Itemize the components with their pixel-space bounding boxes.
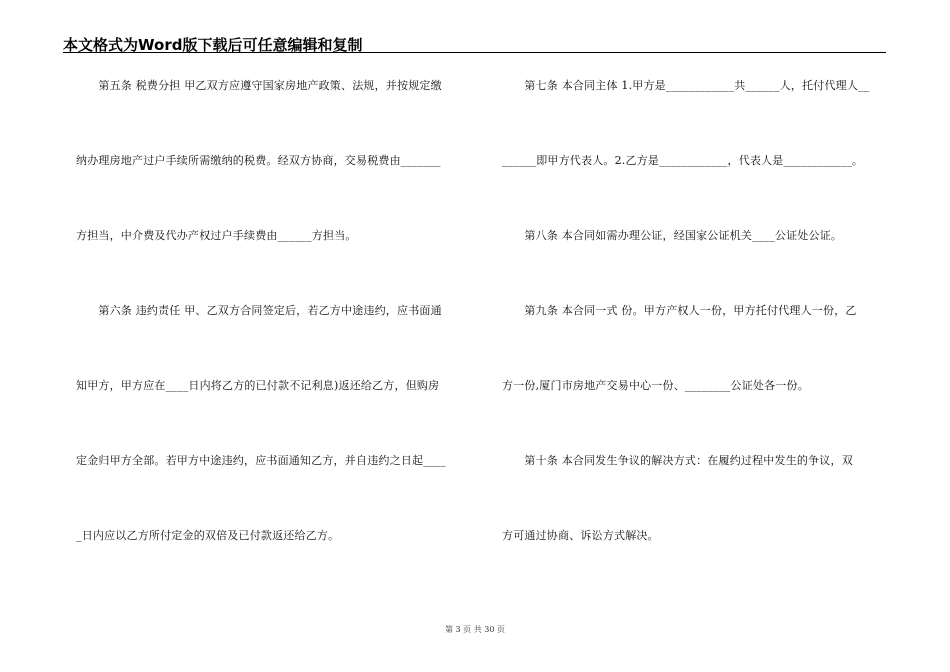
- text-line: 方担当，中介费及代办产权过户手续费由______方担当。: [76, 229, 357, 242]
- page-number-footer: 第 3 页 共 30 页: [445, 625, 505, 634]
- text-line: 第八条 本合同如需办理公证，经国家公证机关____公证处公证。: [502, 229, 843, 242]
- text-line: ______即甲方代表人。2.乙方是____________，代表人是____________。: [502, 154, 864, 167]
- text-line: _日内应以乙方所付定金的双倍及已付款返还给乙方。: [76, 529, 340, 542]
- text-line: 第十条 本合同发生争议的解决方式：在履约过程中发生的争议，双: [502, 454, 853, 467]
- text-line: 第九条 本合同一式 份。甲方产权人一份，甲方托付代理人一份，乙: [502, 304, 857, 317]
- text-line: 知甲方，甲方应在____日内将乙方的已付款不记利息)返还给乙方，但购房: [76, 379, 440, 392]
- text-line: 纳办理房地产过户手续所需缴纳的税费。经双方协商，交易税费由_______: [76, 154, 441, 167]
- header-divider: [63, 52, 886, 53]
- text-line: 第五条 税费分担 甲乙双方应遵守国家房地产政策、法规，并按规定缴: [76, 79, 442, 92]
- text-line: 第六条 违约责任 甲、乙双方合同签定后，若乙方中途违约，应书面通: [76, 304, 442, 317]
- text-line: 定金归甲方全部。若甲方中途违约，应书面通知乙方，并自违约之日起____: [76, 454, 446, 467]
- text-line: 方可通过协商、诉讼方式解决。: [502, 529, 659, 542]
- text-line: 第七条 本合同主体 1.甲方是____________共______人，托付代理人__: [502, 79, 870, 92]
- text-line: 方一份,厦门市房地产交易中心一份、________公证处各一份。: [502, 379, 809, 392]
- document-header-title: 本文格式为Word版下载后可任意编辑和复制: [63, 36, 363, 54]
